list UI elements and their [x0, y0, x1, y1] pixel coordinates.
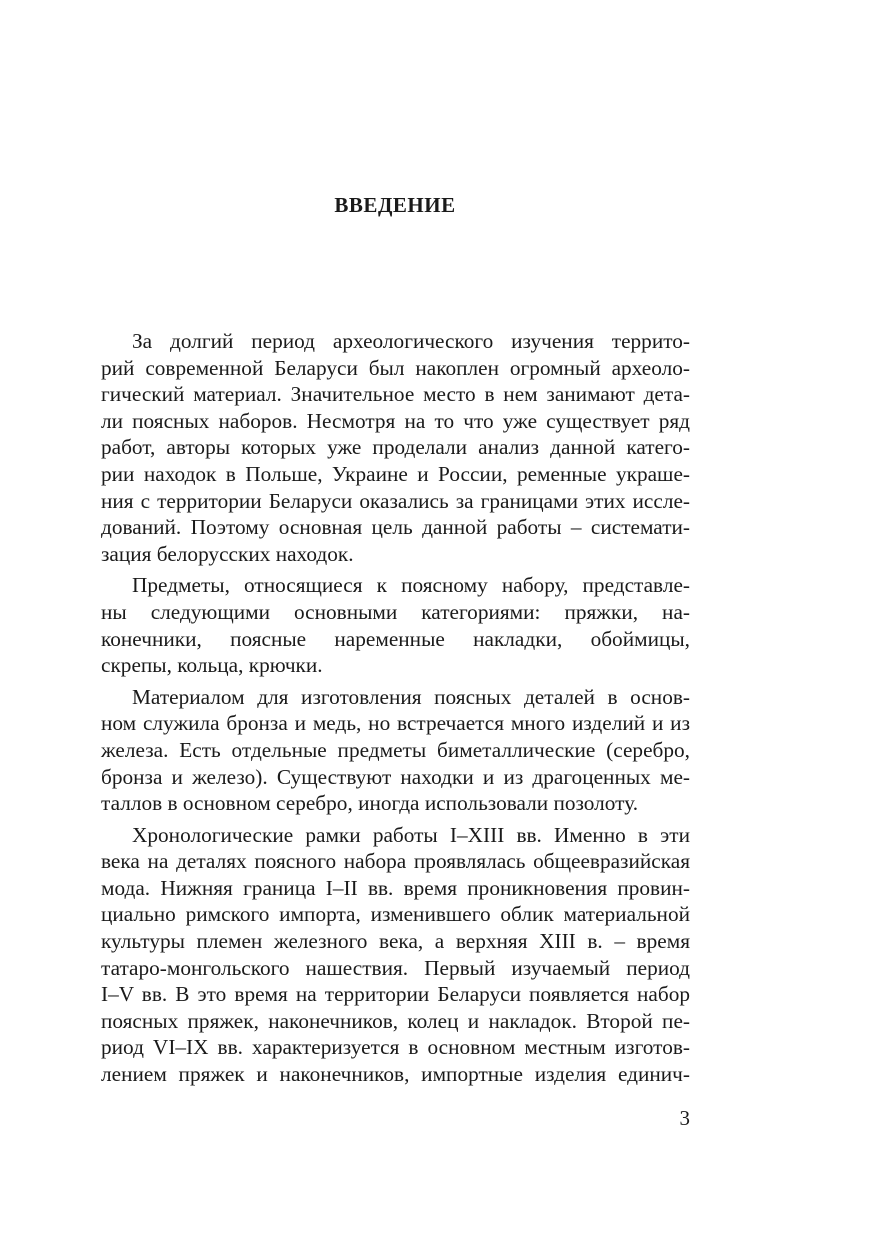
text-line: Хронологические рамки работы I–XIII вв. Именно в эти: [132, 822, 690, 847]
chapter-heading: ВВЕДЕНИЕ: [334, 193, 456, 217]
text-line: работ, авторы которых уже проделали анализ данной катего-: [101, 435, 690, 460]
text-line: рии находок в Польше, Украине и России, ременные украше-: [101, 461, 690, 486]
paragraph-1: [101, 328, 690, 567]
text-line: Материалом для изготовления поясных деталей в основ-: [132, 684, 690, 709]
text-line: века на деталях поясного набора проявлялась общеевразийская: [101, 849, 690, 874]
paragraph-4: [101, 822, 690, 1088]
text-line: культуры племен железного века, а верхняя XIII в. – время: [101, 929, 690, 954]
text-line: дований. Поэтому основная цель данной работы – системати-: [101, 515, 690, 540]
text-line: гический материал. Значительное место в нем занимают дета-: [101, 382, 690, 407]
text-line: ны следующими основными категориями: пряжки, на-: [101, 599, 690, 624]
text-line: железа. Есть отдельные предметы биметаллические (серебро,: [101, 737, 690, 762]
paragraph-2: [101, 572, 690, 678]
text-line: За долгий период археологического изучения террито-: [132, 329, 690, 353]
text-line: ном служила бронза и медь, но встречается много изделий и из: [101, 711, 690, 736]
text-line: бронза и железо). Существуют находки и из драгоценных ме-: [101, 764, 690, 789]
page-number: 3: [679, 1106, 690, 1130]
body-text: [101, 328, 690, 1093]
text-line: ли поясных наборов. Несмотря на то что уже существует ряд: [101, 408, 690, 433]
text-line: циально римского импорта, изменившего облик материальной: [101, 902, 690, 927]
text-line: Предметы, относящиеся к поясному набору, представле-: [132, 573, 690, 598]
text-line: мода. Нижняя граница I–II вв. время проникновения провин-: [101, 875, 690, 900]
text-line: татаро-монгольского нашествия. Первый изучаемый период: [101, 955, 690, 980]
text-line: поясных пряжек, наконечников, колец и накладок. Второй пе-: [101, 1008, 690, 1033]
text-line: скрепы, кольца, крючки.: [101, 653, 323, 678]
text-line: рий современной Беларуси был накоплен огромный археоло-: [101, 355, 690, 380]
text-line: лением пряжек и наконечников, импортные изделия единич-: [101, 1062, 690, 1087]
text-line: I–V вв. В это время на территории Беларуси появляется набор: [101, 982, 690, 1007]
text-line: зация белорусских находок.: [101, 541, 354, 566]
text-line: риод VI–IX вв. характеризуется в основном местным изготов-: [101, 1035, 690, 1060]
paragraph-3: [101, 684, 690, 817]
text-line: таллов в основном серебро, иногда использовали позолоту.: [101, 791, 639, 816]
text-line: ния с территории Беларуси оказались за границами этих иссле-: [101, 488, 690, 513]
text-line: конечники, поясные наременные накладки, обоймицы,: [101, 626, 690, 651]
